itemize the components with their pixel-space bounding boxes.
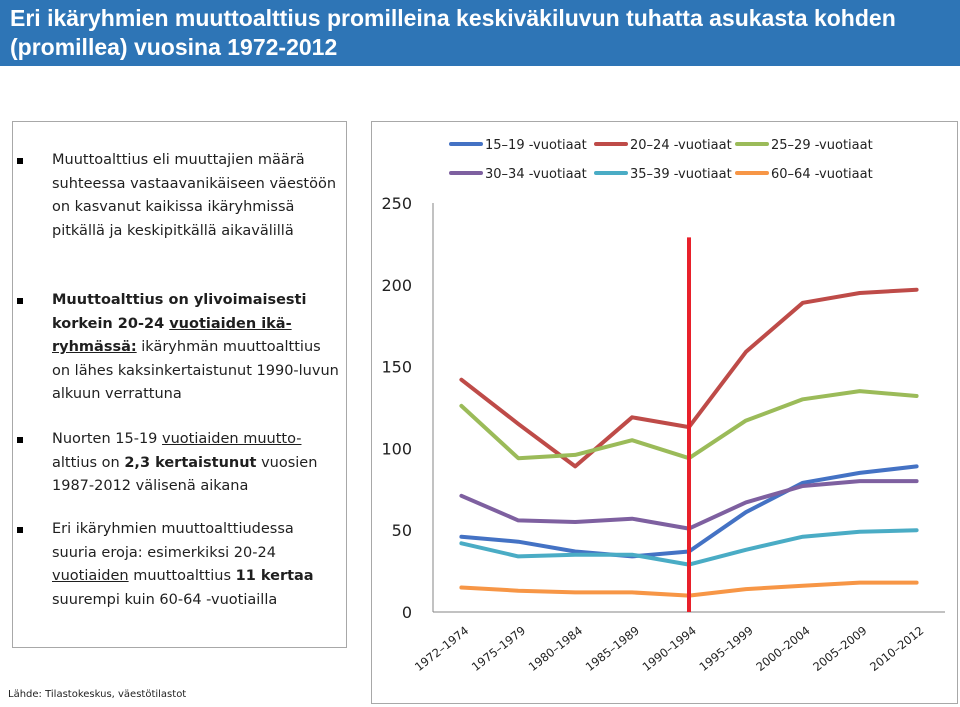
bullet-text-run: vuotiaiden ikä-ryhmässä: bbox=[52, 315, 292, 355]
bullet-text-run: suurempi kuin 60-64 -vuotiailla bbox=[52, 591, 278, 608]
chart-area bbox=[371, 121, 958, 704]
bullet-text-run: 2,3 kertaistunut bbox=[124, 454, 257, 471]
bullet-text-run: Muuttoalttius eli muuttajien määrä suhteessa vastaavanikäiseen väestöön on kasvanut kaikissa ikäryhmissä pitkällä ja keskipitkällä aikavälillä bbox=[52, 152, 337, 239]
x-tick-label: 2005–2009 bbox=[810, 623, 870, 674]
bullet-textbox bbox=[12, 121, 347, 648]
y-tick-label: 200 bbox=[381, 275, 412, 295]
x-tick-label: 1975–1979 bbox=[468, 623, 529, 674]
bullet-text-run: muuttoalttius bbox=[128, 568, 236, 584]
x-tick-label: 1980–1984 bbox=[525, 623, 586, 674]
bullet-square-icon bbox=[17, 527, 23, 533]
y-tick-label: 250 bbox=[381, 194, 412, 213]
bullet-text-run: vuosien 1987-2012 välisenä aikana bbox=[52, 454, 318, 494]
bullet-item bbox=[17, 518, 342, 612]
legend-label: 25–29 -vuotiaat bbox=[771, 138, 873, 153]
line-chart bbox=[372, 122, 957, 703]
bullet-text bbox=[52, 428, 342, 499]
bullet-item bbox=[17, 289, 342, 407]
bullet-text-run: 11 kertaa bbox=[235, 568, 314, 584]
x-tick-label: 1995–1999 bbox=[696, 623, 756, 674]
x-tick-label: 1985–1989 bbox=[582, 623, 642, 674]
x-tick-label: 2010–2012 bbox=[867, 623, 927, 674]
bullet-text bbox=[52, 149, 342, 243]
legend-label: 30–34 -vuotiaat bbox=[485, 167, 587, 182]
y-tick-label: 100 bbox=[381, 439, 412, 459]
y-tick-label: 0 bbox=[401, 603, 412, 622]
x-tick-label: 2000–2004 bbox=[753, 623, 813, 674]
bullet-text-run: alttius on bbox=[52, 454, 125, 471]
bullet-square-icon bbox=[17, 437, 23, 443]
y-tick-label: 50 bbox=[391, 521, 412, 541]
bullet-square-icon bbox=[17, 298, 23, 304]
y-tick-label: 150 bbox=[381, 357, 412, 377]
x-tick-label: 1972–1974 bbox=[412, 623, 472, 674]
bullet-text-run: Nuorten 15-19 bbox=[52, 431, 163, 447]
source-note: Lähde: Tilastokeskus, väestötilastot bbox=[8, 689, 187, 700]
legend-label: 60–64 -vuotiaat bbox=[771, 167, 873, 182]
legend-label: 20–24 -vuotiaat bbox=[630, 138, 732, 153]
bullet-item bbox=[17, 428, 342, 499]
legend-label: 15–19 -vuotiaat bbox=[485, 138, 587, 153]
bullet-item bbox=[17, 149, 342, 243]
bullet-text bbox=[52, 518, 342, 612]
bullet-text-run: Eri ikäryhmien muuttoalttiudessa suuria eroja: esimerkiksi 20-24 bbox=[52, 521, 294, 561]
bullet-text-run: Muuttoalttius on ylivoimaisesti korkein 20-24 bbox=[52, 292, 307, 332]
bullet-text-run: vuotiaiden bbox=[52, 568, 129, 584]
bullet-text bbox=[52, 289, 342, 407]
title-bar bbox=[0, 0, 960, 66]
page-title: Eri ikäryhmien muuttoalttius promilleina keskiväkiluvun tuhatta asukasta kohden (promillea) vuosina 1972-2012 bbox=[10, 5, 896, 60]
bullet-text-run: vuotiaiden muutto- bbox=[162, 431, 302, 447]
bullet-square-icon bbox=[17, 158, 23, 164]
x-tick-label: 1990–1994 bbox=[639, 623, 699, 674]
bullet-text-run: ikäryhmän muuttoalttius on lähes kaksinkertaistunut 1990-luvun alkuun verrattuna bbox=[52, 339, 339, 402]
legend-label: 35–39 -vuotiaat bbox=[630, 167, 732, 182]
